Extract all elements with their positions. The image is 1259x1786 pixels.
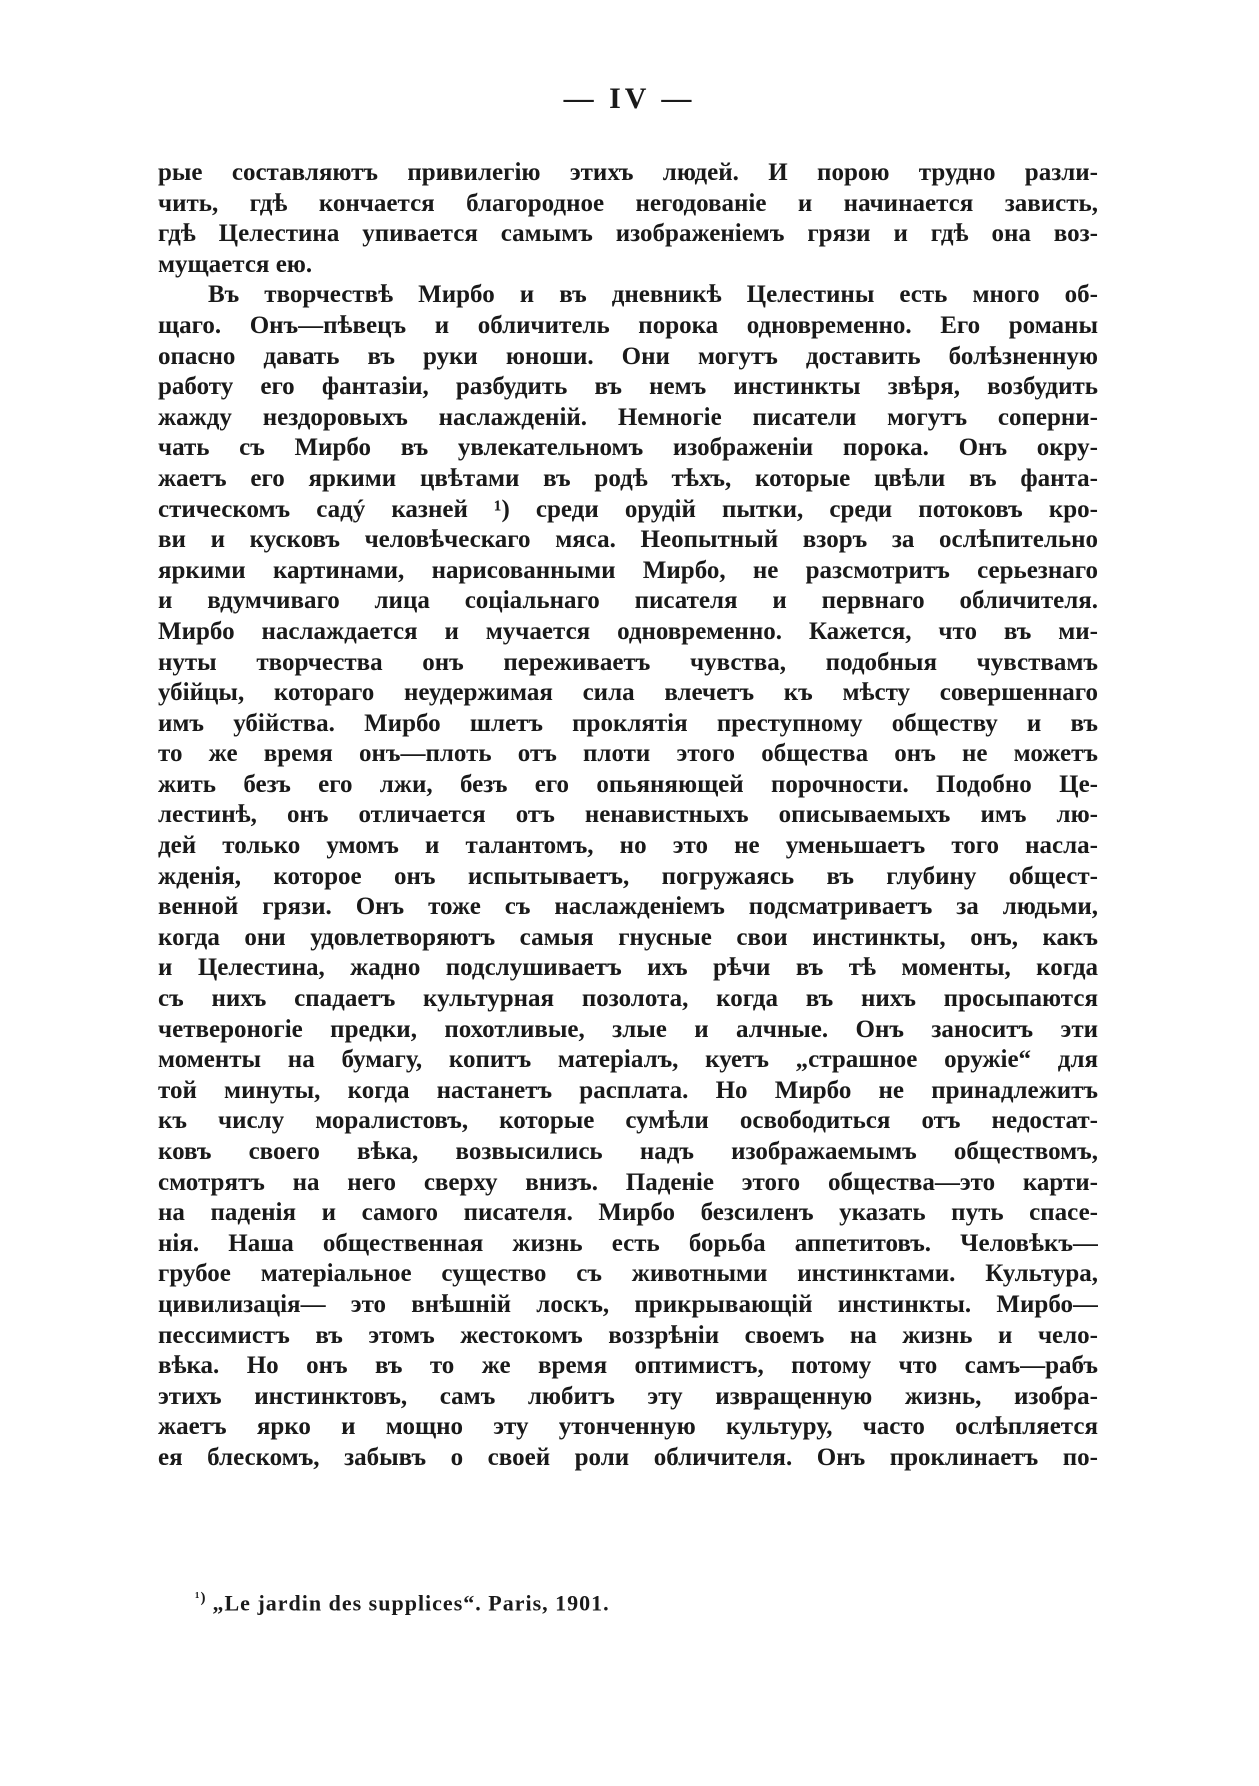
text-line: ковъ своего вѣка, возвысились надъ изображаемымъ обществомъ,	[158, 1138, 1098, 1165]
text-line: нуты творчества онъ переживаетъ чувства, подобныя чувствамъ	[158, 648, 1098, 676]
text-line: рые составляютъ привилегію этихъ людей. И порою трудно разли-	[158, 159, 1098, 186]
text-line: то же время онъ—плоть отъ плоти этого общества онъ не можетъ	[158, 740, 1098, 768]
text-line: ея блескомъ, забывъ о своей роли обличителя. Онъ проклинаетъ по-	[158, 1443, 1098, 1471]
page-number: — IV —	[563, 82, 696, 115]
text-line: яркими картинами, нарисованными Мирбо, не разсмотритъ серьезнаго	[158, 556, 1098, 584]
text-line: пессимистъ въ этомъ жестокомъ воззрѣніи своемъ на жизнь и чело-	[158, 1321, 1098, 1349]
text-line: когда они удовлетворяютъ самыя гнусные свои инстинкты, онъ, какъ	[158, 923, 1098, 951]
text-line: убійцы, котораго неудержимая сила влечетъ къ мѣсту совершеннаго	[158, 679, 1098, 707]
text-line: нія. Наша общественная жизнь есть борьба аппетитовъ. Человѣкъ—	[158, 1229, 1098, 1257]
text-line: ви и кусковъ человѣческаго мяса. Неопытный взоръ за ослѣпительно	[158, 526, 1098, 554]
text-line: четвероногіе предки, похотливые, злые и алчные. Онъ заноситъ эти	[158, 1015, 1098, 1043]
text-line: чить, гдѣ кончается благородное негодованіе и начинается зависть,	[158, 189, 1098, 217]
text-line: работу его фантазіи, разбудить въ немъ инстинкты звѣря, возбудить	[158, 373, 1098, 401]
text-line: жаетъ его яркими цвѣтами въ родѣ тѣхъ, которые цвѣли въ фанта-	[158, 464, 1098, 492]
text-line: къ числу моралистовъ, которые сумѣли освободиться отъ недостат-	[158, 1107, 1098, 1135]
text-line: этихъ инстинктовъ, самъ любитъ эту извращенную жизнь, изобра-	[158, 1382, 1098, 1410]
text-line: грубое матеріальное существо съ животными инстинктами. Культура,	[158, 1260, 1098, 1288]
footnote	[195, 1590, 610, 1616]
text-line: жажду нездоровыхъ наслажденій. Немногіе писатели могутъ соперни-	[158, 403, 1098, 431]
text-line: съ нихъ спадаетъ культурная позолота, когда въ нихъ просыпаются	[158, 985, 1098, 1013]
footnote-text: „Le jardin des supplices“. Paris, 1901.	[212, 1590, 610, 1616]
text-line: лестинѣ, онъ отличается отъ ненавистныхъ описываемыхъ имъ лю-	[158, 801, 1098, 829]
text-line: стическомъ садý казней ¹) среди орудій пытки, среди потоковъ кро-	[158, 495, 1098, 523]
text-line: чать съ Мирбо въ увлекательномъ изображеніи порока. Онъ окру-	[158, 434, 1098, 462]
text-line: жить безъ его лжи, безъ его опьяняющей порочности. Подобно Це-	[158, 770, 1098, 798]
body-text	[158, 158, 1098, 1474]
text-line: вѣка. Но онъ въ то же время оптимистъ, потому что самъ—рабъ	[158, 1352, 1098, 1380]
text-line: смотрятъ на него сверху внизъ. Паденіе этого общества—это карти-	[158, 1168, 1098, 1196]
text-line: жаетъ ярко и мощно эту утонченную культуру, часто ослѣпляется	[158, 1413, 1098, 1441]
text-line: щаго. Онъ—пѣвецъ и обличитель порока одновременно. Его романы	[158, 311, 1098, 339]
text-line: опасно давать въ руки юноши. Они могутъ доставить болѣзненную	[158, 342, 1098, 370]
footnote-marker: ¹)	[195, 1590, 207, 1606]
text-line: дей только умомъ и талантомъ, но это не уменьшаетъ того насла-	[158, 832, 1098, 860]
text-line: мущается ею.	[158, 250, 313, 278]
text-line: имъ убійства. Мирбо шлетъ проклятія преступному обществу и въ	[158, 709, 1098, 737]
text-line: и Целестина, жадно подслушиваетъ ихъ рѣчи въ тѣ моменты, когда	[158, 954, 1098, 982]
text-line: жденія, которое онъ испытываетъ, погружаясь въ глубину общест-	[158, 862, 1098, 890]
text-line: Мирбо наслаждается и мучается одновременно. Кажется, что въ ми-	[158, 617, 1098, 645]
text-line: и вдумчиваго лица соціальнаго писателя и первнаго обличителя.	[158, 587, 1098, 615]
text-line: моменты на бумагу, копитъ матеріалъ, куетъ „страшное оружіе“ для	[158, 1046, 1098, 1074]
text-line: той минуты, когда настанетъ расплата. Но Мирбо не принадлежитъ	[158, 1076, 1098, 1104]
text-line: венной грязи. Онъ тоже съ наслажденіемъ подсматриваетъ за людьми,	[158, 893, 1098, 921]
text-line: Въ творчествѣ Мирбо и въ дневникѣ Целестины есть много об-	[208, 281, 1098, 309]
text-line: цивилизація— это внѣшній лоскъ, прикрывающій инстинкты. Мирбо—	[158, 1290, 1098, 1318]
text-line: на паденія и самого писателя. Мирбо безсиленъ указать путь спасе-	[158, 1199, 1098, 1227]
text-line: гдѣ Целестина упивается самымъ изображеніемъ грязи и гдѣ она воз-	[158, 220, 1098, 248]
